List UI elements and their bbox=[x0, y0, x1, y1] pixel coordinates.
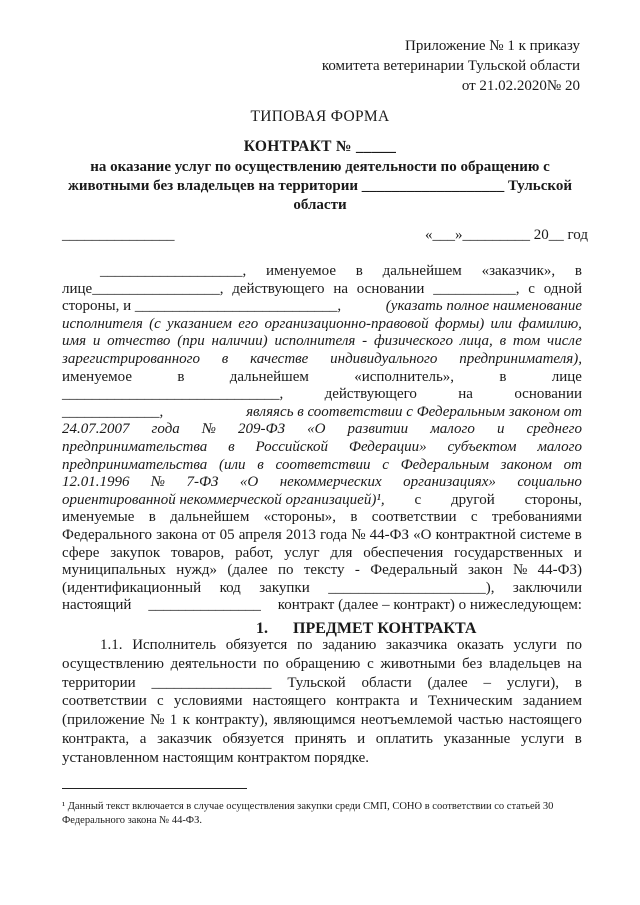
subtitle-line-2: животными без владельцев на территории ___________________ Тульской bbox=[68, 178, 572, 194]
preamble-word: том bbox=[512, 333, 541, 350]
preamble-line bbox=[100, 262, 582, 281]
preamble-word: основании bbox=[356, 280, 425, 297]
preamble-word: (далее bbox=[227, 562, 268, 579]
preamble-word: в bbox=[228, 439, 235, 455]
clause-word: без bbox=[462, 655, 483, 672]
preamble-word: и bbox=[573, 544, 582, 561]
clause-line bbox=[62, 692, 582, 711]
clause-word: оплатить bbox=[375, 731, 434, 747]
preamble-word: _____________________________, bbox=[62, 386, 284, 403]
preamble-word: Федеральным bbox=[400, 456, 489, 473]
contract-title: КОНТРАКТ № _____ bbox=[243, 138, 397, 155]
clause-word: заданием bbox=[522, 693, 582, 710]
section-number: 1. bbox=[256, 620, 268, 637]
preamble-word: тексту bbox=[303, 562, 345, 579]
preamble-word: стороны, bbox=[524, 491, 582, 508]
preamble-word: в bbox=[499, 368, 507, 385]
clause-word: услуги), bbox=[506, 674, 559, 691]
preamble-word: закупки bbox=[259, 579, 310, 596]
preamble-word: Федерального bbox=[62, 527, 153, 543]
preamble-word: соответствии bbox=[275, 456, 371, 473]
preamble-word: именуемое bbox=[62, 368, 132, 385]
preamble-line bbox=[62, 350, 582, 369]
clause-line bbox=[62, 674, 582, 693]
clause-word: заданию bbox=[322, 637, 377, 653]
preamble-line bbox=[62, 561, 582, 580]
clause-word: деятельности bbox=[170, 655, 257, 672]
preamble-word: некоммерческих bbox=[279, 474, 382, 491]
preamble-word: «исполнитель», bbox=[354, 368, 455, 385]
clause-word: по bbox=[566, 637, 582, 653]
preamble-word: «заказчик», bbox=[481, 263, 556, 279]
preamble-word: его bbox=[238, 315, 259, 332]
preamble-word: ___________________, bbox=[100, 263, 247, 279]
preamble-word: субъектом bbox=[447, 439, 517, 455]
preamble-word: «О bbox=[307, 421, 326, 438]
preamble-line bbox=[62, 526, 582, 545]
preamble-word: законом bbox=[500, 456, 552, 473]
preamble-word: 05 bbox=[219, 527, 235, 543]
section-heading: ПРЕДМЕТ КОНТРАКТА bbox=[293, 620, 477, 637]
preamble-word: предпринимательства bbox=[62, 439, 208, 455]
preamble-word: числе bbox=[547, 333, 582, 350]
clause-word: области bbox=[361, 674, 412, 691]
preamble-line bbox=[62, 473, 582, 492]
clause-word: контракту), bbox=[195, 712, 268, 729]
preamble-word: по bbox=[277, 562, 294, 579]
preamble-word: в bbox=[257, 456, 264, 473]
preamble-line bbox=[62, 297, 582, 316]
preamble-word: исполнителя bbox=[274, 333, 356, 350]
clause-word: условиями bbox=[173, 693, 243, 710]
preamble-word: одной bbox=[543, 280, 582, 297]
preamble-word: дальнейшем bbox=[229, 368, 309, 385]
preamble-word: контракт (далее – контракт) о нижеследующем: bbox=[277, 597, 582, 614]
preamble-word: 209-ФЗ bbox=[238, 421, 286, 438]
preamble-line bbox=[62, 579, 582, 598]
preamble-word: соответствии bbox=[371, 509, 457, 526]
preamble-line bbox=[62, 456, 582, 475]
preamble-word: малого bbox=[537, 439, 582, 455]
header-line-1: Приложение № 1 к приказу bbox=[405, 38, 580, 54]
clause-word: соответствии bbox=[62, 693, 147, 710]
clause-word: ________________ bbox=[151, 674, 272, 691]
preamble-word: лице_________________, bbox=[62, 280, 224, 297]
preamble-word: услуг bbox=[284, 544, 320, 561]
preamble-word: организационно-правовой bbox=[264, 315, 429, 332]
clause-word: по bbox=[297, 637, 313, 653]
preamble-word: № bbox=[351, 527, 366, 543]
preamble-word: в bbox=[221, 351, 229, 367]
preamble-word: лице bbox=[551, 368, 582, 385]
clause-word: контракта bbox=[336, 693, 400, 710]
preamble-word: предпринимателя), bbox=[459, 351, 582, 367]
clause-word: с bbox=[367, 655, 374, 672]
clause-word: обращению bbox=[285, 655, 361, 672]
clause-word: 1 bbox=[169, 712, 178, 729]
clause-word: установленном настоящим контрактом порядке. bbox=[62, 749, 369, 766]
preamble-word: с bbox=[414, 491, 422, 508]
clause-word: к bbox=[182, 712, 190, 729]
clause-word: и bbox=[357, 731, 366, 747]
preamble-line bbox=[62, 385, 582, 404]
preamble-word: действующего bbox=[324, 386, 417, 403]
preamble-word: «стороны», bbox=[263, 509, 337, 526]
clause-word: с bbox=[156, 693, 164, 710]
clause-word: 1.1. bbox=[100, 637, 123, 653]
preamble-word: от bbox=[201, 527, 216, 543]
preamble-line bbox=[62, 420, 582, 439]
clause-word: территории bbox=[62, 674, 136, 691]
preamble-word: код bbox=[219, 579, 241, 596]
subtitle-line-3: области bbox=[293, 197, 347, 213]
preamble-word: контрактной bbox=[435, 527, 516, 543]
preamble-word: (с bbox=[149, 315, 161, 332]
clause-word: № bbox=[150, 712, 165, 729]
preamble-word: социально bbox=[517, 474, 582, 491]
preamble-word: Федерации» bbox=[348, 439, 427, 455]
preamble-word: для bbox=[330, 544, 353, 561]
preamble-word: в bbox=[148, 509, 156, 526]
preamble-word: апреля bbox=[238, 527, 282, 543]
preamble-word: в bbox=[499, 333, 507, 350]
clause-word: контракта, bbox=[62, 731, 130, 747]
preamble-word: действующего bbox=[232, 280, 325, 297]
preamble-word: другой bbox=[451, 491, 495, 508]
preamble-word: с bbox=[382, 456, 389, 473]
preamble-word: 44-ФЗ) bbox=[537, 562, 582, 579]
preamble-word: индивидуального bbox=[330, 351, 438, 367]
footnote-line-1: ¹ Данный текст включается в случае осуществления закупки среди СМП, СОНО в соответствии со статьей 30 bbox=[62, 801, 554, 812]
preamble-word: или bbox=[490, 315, 513, 332]
preamble-word: закона bbox=[156, 527, 198, 543]
preamble-word: № bbox=[150, 474, 166, 491]
clause-line bbox=[100, 636, 582, 655]
clause-word: неотъемлемой bbox=[360, 712, 453, 729]
preamble-word: _____________, bbox=[62, 403, 164, 420]
preamble-word: наличии) bbox=[211, 333, 268, 350]
preamble-word: малого bbox=[430, 421, 475, 438]
preamble-word: предпринимательства bbox=[62, 456, 208, 473]
preamble-line bbox=[62, 491, 582, 510]
clause-word: являющимся bbox=[273, 712, 356, 729]
footnote-separator bbox=[62, 788, 247, 789]
preamble-word: в bbox=[350, 509, 358, 526]
preamble-word: на bbox=[458, 386, 473, 403]
preamble-word: ориентированной некоммерческой организацией)¹, bbox=[62, 491, 385, 508]
clause-word: осуществлению bbox=[62, 655, 164, 672]
clause-word: – bbox=[483, 674, 492, 691]
preamble-word: товаров, bbox=[171, 544, 225, 561]
clause-word: в bbox=[574, 674, 582, 691]
preamble-word: стороны, и ___________________________, bbox=[62, 298, 342, 315]
preamble-word: (при bbox=[177, 333, 205, 350]
preamble-word: фамилию, bbox=[518, 315, 582, 332]
preamble-word: и bbox=[496, 421, 505, 438]
preamble-line bbox=[62, 596, 582, 615]
preamble-word: обеспечения bbox=[363, 544, 444, 561]
preamble-word: от bbox=[563, 456, 582, 473]
preamble-word: (или bbox=[219, 456, 246, 473]
clause-word: владельцев bbox=[489, 655, 561, 672]
clause-word: по bbox=[263, 655, 279, 672]
preamble-word: _____________________), bbox=[328, 579, 495, 596]
preamble-word: системе bbox=[519, 527, 571, 543]
clause-line bbox=[62, 730, 582, 749]
preamble-word: государственных bbox=[454, 544, 564, 561]
preamble-word: зарегистрированного bbox=[62, 351, 200, 367]
clause-word: настоящего bbox=[508, 712, 582, 729]
preamble-word: закупок bbox=[110, 544, 161, 561]
preamble-word: являясь в соответствии с Федеральным законом от bbox=[246, 403, 582, 420]
preamble-word: ___________, bbox=[433, 280, 520, 297]
preamble-word: - bbox=[362, 333, 368, 350]
preamble-word: 24.07.2007 bbox=[62, 421, 130, 438]
preamble-word: № bbox=[201, 421, 216, 438]
clause-line bbox=[62, 711, 582, 730]
clause-word: обязуется bbox=[222, 731, 285, 747]
preamble-word: «О bbox=[413, 527, 432, 543]
preamble-word: в bbox=[574, 263, 582, 279]
clause-word: (далее bbox=[427, 674, 468, 691]
preamble-word: отчество bbox=[107, 333, 171, 350]
preamble-word: среднего bbox=[526, 421, 582, 438]
preamble-word: года bbox=[319, 527, 348, 543]
preamble-word: нужд» bbox=[176, 562, 218, 579]
clause-line bbox=[62, 749, 582, 768]
header-line-2: комитета ветеринарии Тульской области bbox=[321, 58, 580, 74]
preamble-word: именуемые bbox=[62, 509, 135, 526]
clause-word: Техническим bbox=[428, 693, 513, 710]
preamble-line bbox=[62, 544, 582, 563]
clause-word: заказчик bbox=[157, 731, 212, 747]
preamble-word: дальнейшем bbox=[170, 509, 250, 526]
preamble-word: заключили bbox=[512, 579, 582, 596]
clause-word: в bbox=[574, 731, 582, 747]
preamble-word: муниципальных bbox=[62, 562, 166, 579]
header-line-3: от 21.02.2020№ 20 bbox=[461, 78, 580, 94]
clause-word: а bbox=[139, 731, 147, 747]
preamble-word: (указать полное наименование bbox=[385, 298, 582, 315]
preamble-line bbox=[62, 403, 582, 422]
clause-word: и bbox=[409, 693, 418, 710]
clause-word: услуги bbox=[520, 731, 565, 747]
preamble-word: в bbox=[177, 368, 185, 385]
preamble-word: Федеральный bbox=[370, 562, 458, 579]
preamble-word: 12.01.1996 bbox=[62, 474, 130, 491]
clause-word: Тульской bbox=[287, 674, 346, 691]
preamble-word: 2013 bbox=[285, 527, 316, 543]
clause-word: обязуется bbox=[225, 637, 288, 653]
preamble-word: дальнейшем bbox=[382, 263, 462, 279]
preamble-word: (идентификационный bbox=[62, 579, 202, 596]
clause-line bbox=[62, 655, 582, 674]
clause-word: Исполнитель bbox=[132, 637, 217, 653]
preamble-line bbox=[62, 332, 582, 351]
preamble-word: Российской bbox=[255, 439, 329, 455]
clause-word: указанные bbox=[443, 731, 511, 747]
preamble-word: № bbox=[512, 562, 528, 579]
preamble-word: физического bbox=[373, 333, 454, 350]
preamble-word: формы) bbox=[434, 315, 485, 332]
preamble-word: _______________ bbox=[148, 597, 261, 614]
place-field: _______________ bbox=[62, 227, 175, 243]
clause-word: оказать bbox=[456, 637, 504, 653]
preamble-word: организациях» bbox=[403, 474, 496, 491]
preamble-word: 44-ФЗ bbox=[369, 527, 410, 543]
date-field: «___»_________ 20__ год bbox=[425, 227, 588, 243]
footnote-line-2: Федерального закона № 44-ФЗ. bbox=[62, 815, 202, 826]
clause-word: частью bbox=[457, 712, 504, 729]
form-title: ТИПОВАЯ ФОРМА bbox=[250, 108, 390, 125]
clause-word: (приложение bbox=[62, 712, 145, 729]
clause-word: животными bbox=[380, 655, 456, 672]
preamble-word: в bbox=[574, 527, 582, 543]
preamble-word: развитии bbox=[347, 421, 409, 438]
preamble-word: в bbox=[355, 263, 363, 279]
preamble-word: исполнителя bbox=[62, 315, 143, 332]
preamble-line bbox=[62, 280, 582, 299]
preamble-word: с bbox=[470, 509, 478, 526]
preamble-word: настоящий bbox=[62, 597, 132, 614]
preamble-word: закон bbox=[467, 562, 503, 579]
clause-word: на bbox=[567, 655, 582, 672]
preamble-word: - bbox=[354, 562, 360, 579]
preamble-word: указанием bbox=[167, 315, 232, 332]
preamble-word: именуемое bbox=[266, 263, 337, 279]
preamble-word: года bbox=[151, 421, 180, 438]
preamble-word: качестве bbox=[250, 351, 309, 367]
preamble-word: 7-ФЗ bbox=[186, 474, 219, 491]
preamble-word: и bbox=[92, 333, 101, 350]
clause-word: заказчика bbox=[386, 637, 448, 653]
preamble-line bbox=[62, 368, 582, 387]
clause-word: принять bbox=[294, 731, 347, 747]
preamble-word: работ, bbox=[235, 544, 274, 561]
preamble-word: на bbox=[333, 280, 348, 297]
preamble-word: имя bbox=[62, 333, 87, 350]
preamble-word: сфере bbox=[62, 544, 100, 561]
preamble-line bbox=[62, 315, 582, 334]
preamble-line bbox=[62, 508, 582, 527]
preamble-word: основании bbox=[514, 386, 582, 403]
preamble-line bbox=[62, 438, 582, 457]
preamble-word: «О bbox=[239, 474, 259, 491]
subtitle-line-1: на оказание услуг по осуществлению деятельности по обращению с bbox=[90, 159, 550, 175]
clause-word: услуги bbox=[513, 637, 557, 653]
preamble-word: с bbox=[528, 280, 535, 297]
clause-word: настоящего bbox=[252, 693, 326, 710]
preamble-word: требованиями bbox=[491, 509, 582, 526]
preamble-word: лица, bbox=[459, 333, 493, 350]
